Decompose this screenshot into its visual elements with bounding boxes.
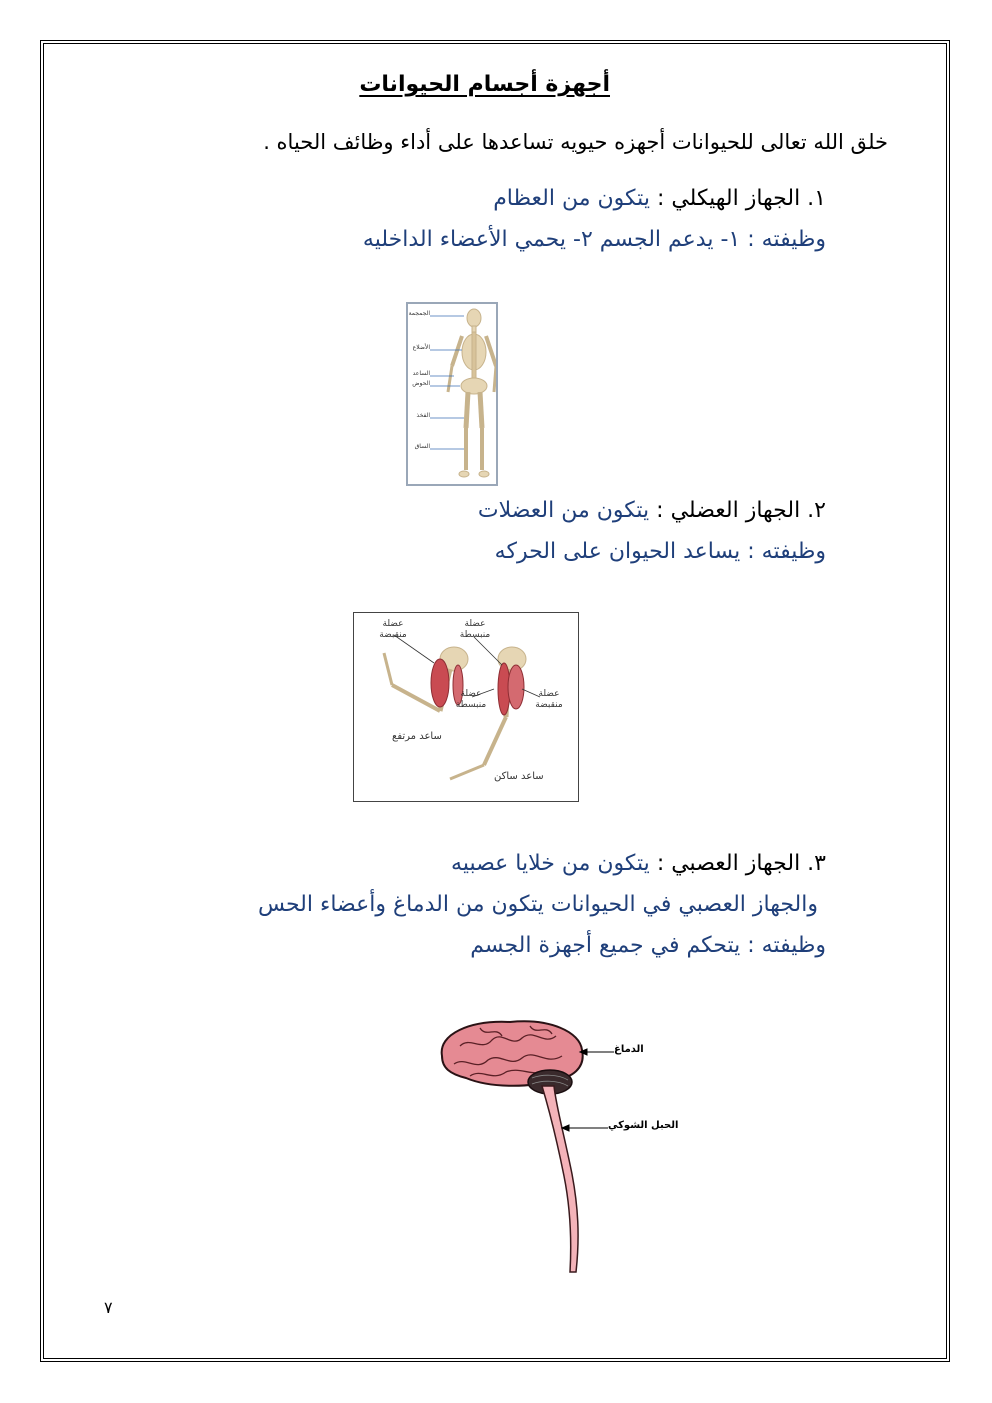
section-2-title: ٢. الجهاز العضلي :: [656, 498, 826, 523]
skeleton-label-forearm: الساعد: [412, 370, 430, 377]
muscle-label-contracted-right: عضلة منقبضة: [535, 689, 563, 710]
section-1-function-value: ١- يدعم الجسم ٢- يحمي الأعضاء الداخليه: [362, 227, 741, 252]
section-1-function-label: وظيفته :: [747, 227, 826, 252]
brain-label: الدماغ: [614, 1044, 644, 1055]
section-3-function-label: وظيفته :: [747, 933, 826, 958]
skeleton-label-ribs: الأضلاع: [412, 344, 430, 351]
section-1-function: [363, 227, 826, 252]
section-1-heading: [493, 186, 826, 211]
skeleton-label-leg: الساق: [414, 443, 430, 450]
brain-figure: [430, 1016, 680, 1276]
skeleton-label-pelvis: الحوض: [412, 380, 430, 387]
muscle-label-raised-arm: ساعد مرتفع: [392, 731, 442, 742]
brain-illustration: [430, 1016, 680, 1276]
section-2-function-value: يساعد الحيوان على الحركه: [494, 539, 741, 564]
page-number: ٧: [104, 1298, 113, 1317]
skeleton-label-skull: الجمجمة: [408, 310, 430, 317]
section-3-title: ٣. الجهاز العصبي :: [656, 851, 826, 876]
intro-paragraph: خلق الله تعالى للحيوانات أجهزه حيويه تساعدها على أداء وظائف الحياه .: [263, 130, 888, 154]
section-3-extra-line: والجهاز العصبي في الحيوانات يتكون من الدماغ وأعضاء الحس: [257, 892, 818, 917]
section-1-value: يتكون من العظام: [493, 186, 650, 211]
section-3-function-value: يتحكم في جميع أجهزة الجسم: [470, 933, 741, 958]
spinal-cord-label: الحبل الشوكي: [608, 1120, 679, 1131]
section-3-value: يتكون من خلايا عصبيه: [451, 851, 650, 876]
muscle-label-relaxed-mid: عضلة منبسطة: [455, 689, 487, 710]
section-2-heading: [478, 498, 826, 523]
skeleton-figure: [406, 302, 498, 486]
section-3-heading: [451, 851, 826, 876]
section-2-function-label: وظيفته :: [747, 539, 826, 564]
muscle-label-contracted-left: عضلة منقبضة: [379, 619, 407, 640]
muscle-figure: [353, 612, 579, 802]
section-1-title: ١. الجهاز الهيكلي :: [656, 186, 826, 211]
section-2-function: [495, 539, 826, 564]
muscle-label-resting-arm: ساعد ساكن: [494, 771, 544, 782]
skeleton-label-thigh: الفخذ: [416, 412, 430, 419]
skeleton-illustration: [408, 304, 496, 484]
muscle-label-relaxed-top: عضلة منبسطة: [459, 619, 491, 640]
page-title: أجهزة أجسام الحيوانات: [359, 72, 610, 97]
section-3-function: [470, 933, 826, 958]
section-2-value: يتكون من العضلات: [477, 498, 650, 523]
